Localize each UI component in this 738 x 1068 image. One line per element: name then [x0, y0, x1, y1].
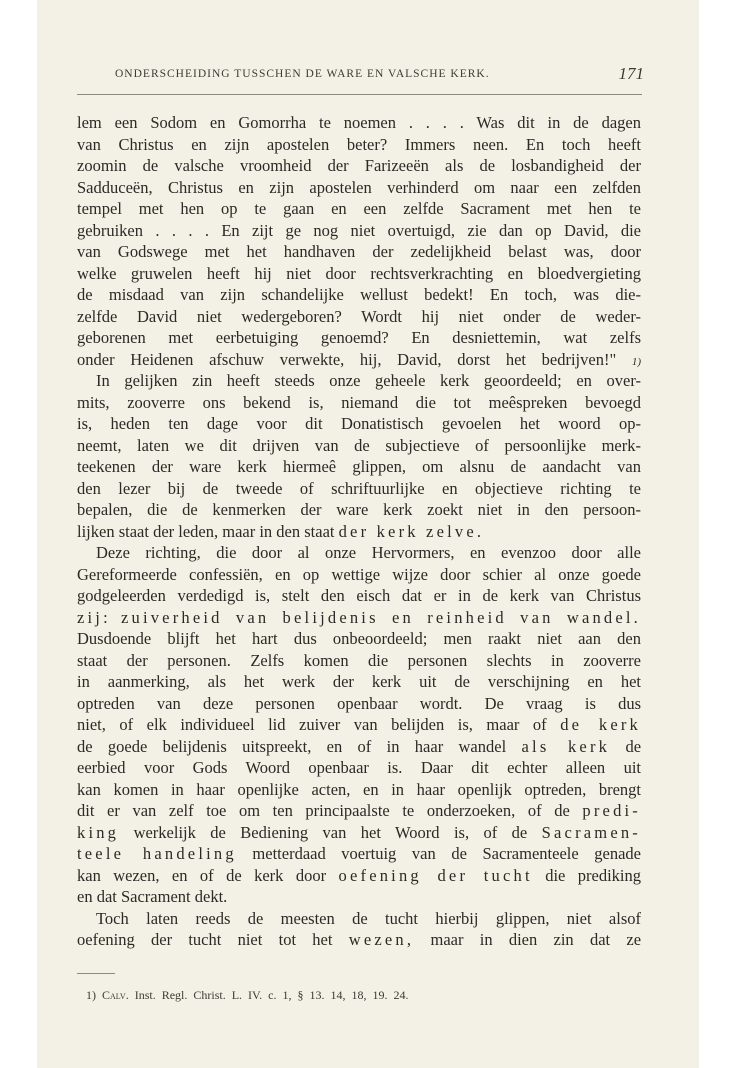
running-title: ONDERSCHEIDING TUSSCHEN DE WARE EN VALSCHE KERK.	[115, 68, 490, 80]
spaced-emphasis: zij:	[77, 607, 111, 627]
text-line: van Christus en zijn apostelen beter? Immers neen. En toch heeft	[77, 134, 641, 154]
text-fragment: kan wezen, en of de kerk door	[77, 865, 327, 885]
page-number: 171	[618, 64, 644, 83]
text-line: teekenen der ware kerk hiermeê glippen, om alsnu de aandacht van	[77, 457, 641, 476]
text-fragment: werkelijk de Bediening van het Woord is, of de	[133, 822, 528, 842]
text-line	[77, 736, 641, 758]
text-fragment: de goede belijdenis uitspreekt, en of in haar wandel	[77, 736, 507, 756]
text-line: Sadduceën, Christus en zijn apostelen verhinderd om naar een zelfden	[77, 177, 641, 197]
text-line	[77, 800, 641, 822]
text-line	[77, 521, 641, 543]
text-line	[77, 865, 641, 887]
spaced-emphasis: der kerk zelve.	[338, 521, 485, 541]
text-line: In gelijken zin heeft steeds onze geheele kerk geoordeeld; en over-	[96, 371, 641, 390]
text-fragment: maar in dien zin dat ze	[430, 930, 641, 949]
text-fragment: de	[625, 736, 641, 756]
text-fragment: oefening der tucht niet tot het	[77, 930, 333, 949]
footnote-author: Calv.	[102, 988, 129, 1002]
text-line: neemt, laten we dit drijven van de subjectieve of persoonlijke merk-	[77, 435, 641, 455]
text-line: Dusdoende blijft het hart dus onbeoordeeld; men raakt niet aan den	[77, 629, 641, 648]
text-line: in aanmerking, als het werk der kerk uit de verschijning en het	[77, 672, 641, 691]
spaced-emphasis: zuiverheid van belijdenis en reinheid van wandel.	[120, 607, 641, 627]
text-fragment: die prediking	[545, 865, 641, 885]
text-fragment: onder Heidenen afschuw verwekte, hij, David, dorst het bedrijven!"	[77, 349, 617, 369]
text-line	[77, 929, 641, 951]
text-line: van Godswege met het handhaven der zedelijkheid belast was, door	[77, 242, 641, 261]
text-line: zoomin de valsche vroomheid der Farizeeën als de losbandigheid der	[77, 156, 641, 175]
text-line	[77, 822, 641, 844]
text-fragment: metterdaad voertuig van de Sacramenteele genade	[252, 844, 641, 863]
text-fragment: lijken staat der leden, maar in den staat	[77, 521, 335, 541]
spaced-emphasis: oefening der tucht	[338, 865, 533, 885]
text-line: bepalen, die de kenmerken der ware kerk zoekt niet in den persoon-	[77, 500, 641, 519]
text-line: en dat Sacrament dekt.	[77, 887, 228, 906]
text-line: de misdaad van zijn schandelijke wellust bedekt! En toch, was die-	[77, 285, 641, 304]
footnote-text: Inst. Regl. Christ. L. IV. c. 1, § 13. 14, 18, 19. 24.	[134, 988, 409, 1002]
spaced-emphasis: teele handeling	[77, 844, 237, 863]
spaced-emphasis: king	[77, 822, 120, 842]
text-fragment: niet, of elk individueel lid zuiver van belijden is, maar of	[77, 715, 547, 734]
body-text	[77, 112, 641, 951]
spaced-emphasis: als kerk	[521, 736, 611, 756]
header-rule	[77, 94, 642, 95]
spaced-emphasis: wezen,	[348, 930, 415, 949]
footnote-marker: 1)	[86, 988, 96, 1002]
text-line: den lezer bij de tweede of schriftuurlijke en objectieve richting te	[77, 478, 641, 498]
text-line: staat der personen. Zelfs komen die personen slechts in zooverre	[77, 650, 641, 670]
text-line: optreden van deze personen openbaar wordt. De vraag is dus	[77, 693, 641, 713]
text-line: welke gruwelen heeft hij niet door rechtsverkrachting en bloedvergieting	[77, 263, 641, 283]
text-line: zelfde David niet wedergeboren? Wordt hij niet onder de weder-	[77, 306, 641, 326]
text-line	[77, 607, 641, 629]
text-line: Deze richting, die door al onze Hervormers, en evenzoo door alle	[96, 543, 641, 562]
footnote-reference: 1)	[631, 355, 641, 368]
spaced-emphasis: predi-	[582, 801, 641, 820]
text-line: lem een Sodom en Gomorrha te noemen . . . . Was dit in de dagen	[77, 113, 641, 132]
text-line: tempel met hen op te gaan en een zelfde Sacrament met hen te	[77, 199, 641, 218]
spaced-emphasis: de kerk	[560, 715, 641, 734]
spaced-emphasis: Sacramen-	[541, 822, 641, 842]
text-line	[77, 714, 641, 736]
text-line	[77, 843, 641, 865]
footnote	[86, 988, 409, 1003]
text-line: gebruiken . . . . En zijt ge nog niet overtuigd, zie dan op David, die	[77, 220, 641, 240]
text-line: kan komen in haar openlijke acten, en in haar openlijk optreden, brengt	[77, 779, 641, 799]
footnote-rule	[77, 973, 115, 974]
text-line: godgeleerden verdedigd is, stelt den eisch dat er in de kerk van Christus	[77, 586, 641, 605]
text-line: geborenen met eerbetuiging genoemd? En desniettemin, wat zelfs	[77, 328, 641, 347]
text-line	[77, 349, 641, 371]
text-line: mits, zooverre ons bekend is, niemand die tot meêspreken bevoegd	[77, 392, 641, 412]
text-line: Toch laten reeds de meesten de tucht hierbij glippen, niet alsof	[96, 908, 641, 928]
text-line: eerbied voor Gods Woord openbaar is. Daar dit echter alleen uit	[77, 758, 641, 777]
text-fragment: dit er van zelf toe om ten principaalste te onderzoeken, of de	[77, 801, 570, 820]
text-line: is, heden ten dage voor dit Donatistisch gevoelen het woord op-	[77, 414, 641, 433]
text-line: Gereformeerde confessiën, en op wettige wijze door schier al onze goede	[77, 564, 641, 584]
